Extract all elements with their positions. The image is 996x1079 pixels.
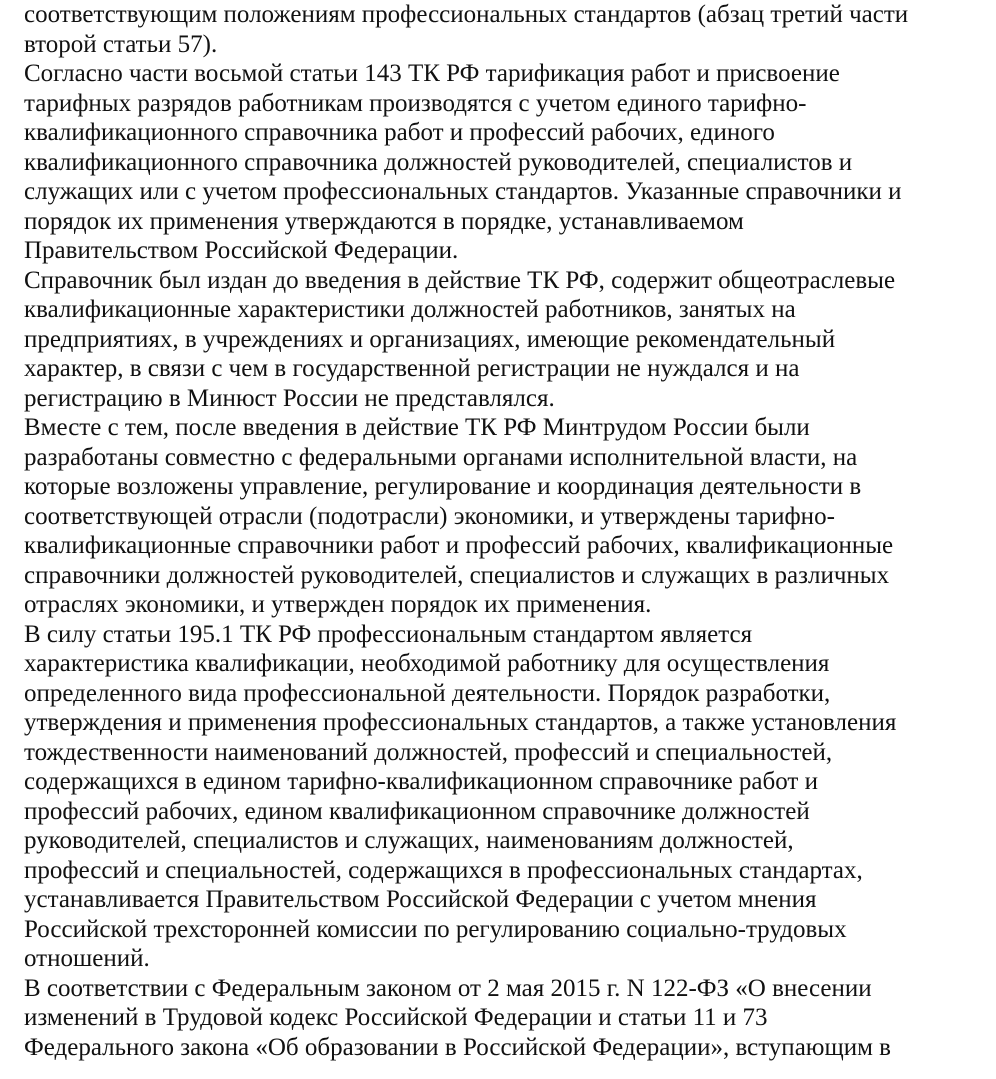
text-line: квалификационного справочника должностей руководителей, специалистов и (24, 148, 853, 176)
text-line: Вместе с тем, после введения в действие ТК РФ Минтрудом России были (24, 414, 810, 441)
paragraph (24, 620, 984, 974)
text-line: отраслях экономики, и утвержден порядок их применения. (24, 591, 652, 618)
paragraph (24, 974, 984, 1063)
paragraph (24, 59, 984, 266)
text-line: утверждения и применения профессиональных стандартов, а также установления (24, 709, 897, 736)
text-line: порядок их применения утверждаются в порядке, устанавливаемом (24, 207, 744, 235)
text-line: Российской трехсторонней комиссии по регулированию социально-трудовых (24, 915, 847, 943)
text-line: Правительством Российской Федерации. (24, 237, 459, 264)
text-line: которые возложены управление, регулирование и координация деятельности в (24, 473, 862, 500)
paragraph (24, 0, 984, 59)
text-line: устанавливается Правительством Российской Федерации с учетом мнения (24, 886, 817, 913)
text-line: Согласно части восьмой статьи 143 ТК РФ тарификация работ и присвоение (24, 60, 840, 87)
text-line: В силу статьи 195.1 ТК РФ профессиональным стандартом является (24, 620, 753, 648)
text-line: определенного вида профессиональной деятельности. Порядок разработки, (24, 679, 831, 707)
text-line: В соответствии с Федеральным законом от 2 мая 2015 г. N 122-ФЗ «О внесении (24, 974, 872, 1002)
text-line: служащих или с учетом профессиональных стандартов. Указанные справочники и (24, 178, 902, 205)
text-line: справочники должностей руководителей, специалистов и служащих в различных (24, 561, 890, 589)
text-line: квалификационного справочника работ и профессий рабочих, единого (24, 119, 775, 146)
text-line: содержащихся в едином тарифно-квалификационном справочнике работ и (24, 768, 818, 795)
text-line: Федерального закона «Об образовании в Российской Федерации», вступающим в (24, 1033, 891, 1061)
text-line: Справочник был издан до введения в действие ТК РФ, содержит общеотраслевые (24, 266, 896, 294)
text-line: соответствующим положениям профессиональных стандартов (абзац третий части (24, 1, 909, 28)
text-line: квалификационные характеристики должностей работников, занятых на (24, 296, 796, 323)
text-line: второй статьи 57). (24, 30, 218, 58)
text-line: изменений в Трудовой кодекс Российской Федерации и статьи 11 и 73 (24, 1004, 768, 1031)
text-line: тарифных разрядов работникам производятся с учетом единого тарифно- (24, 89, 807, 117)
text-line: предприятиях, в учреждениях и организациях, имеющие рекомендательный (24, 325, 836, 353)
text-line: квалификационные справочники работ и профессий рабочих, квалификационные (24, 532, 894, 559)
text-line: характер, в связи с чем в государственной регистрации не нуждался и на (24, 355, 800, 382)
text-line: профессий рабочих, едином квалификационном справочнике должностей (24, 797, 810, 825)
text-line: отношений. (24, 945, 150, 972)
paragraph (24, 266, 984, 414)
text-line: тождественности наименований должностей, профессий и специальностей, (24, 738, 833, 766)
paragraph (24, 413, 984, 620)
text-line: профессий и специальностей, содержащихся в профессиональных стандартах, (24, 856, 863, 884)
text-line: разработаны совместно с федеральными органами исполнительной власти, на (24, 443, 858, 471)
text-line: руководителей, специалистов и служащих, наименованиям должностей, (24, 827, 794, 854)
text-line: регистрацию в Минюст России не представлялся. (24, 384, 555, 412)
document-body (24, 0, 984, 1062)
text-line: характеристика квалификации, необходимой работнику для осуществления (24, 650, 830, 677)
text-line: соответствующей отрасли (подотрасли) экономики, и утверждены тарифно- (24, 502, 835, 530)
